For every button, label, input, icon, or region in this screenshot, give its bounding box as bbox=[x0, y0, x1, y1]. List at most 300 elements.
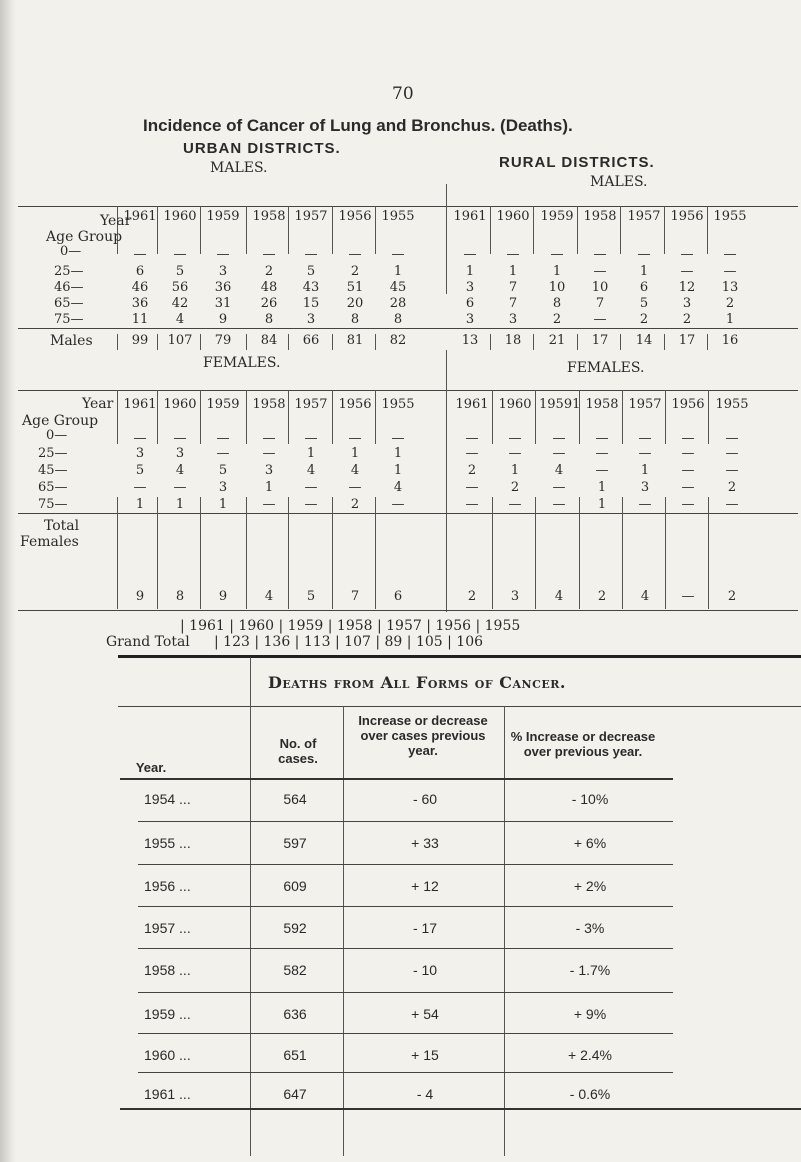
column-line bbox=[707, 206, 708, 254]
year-header: 1960 bbox=[163, 397, 197, 412]
column-line bbox=[246, 206, 247, 254]
urban-female-total: 4 bbox=[264, 589, 274, 604]
column-line bbox=[332, 497, 333, 513]
rule-line bbox=[138, 1072, 673, 1073]
column-line bbox=[332, 206, 333, 254]
urban-male-value: 36 bbox=[214, 280, 232, 295]
cases-cell: 564 bbox=[283, 791, 307, 807]
urban-male-value: 8 bbox=[393, 312, 403, 327]
age-group-label: 65— bbox=[54, 296, 84, 311]
urban-female-value: — bbox=[348, 480, 362, 495]
urban-male-value: 26 bbox=[260, 296, 278, 311]
urban-male-value: 15 bbox=[302, 296, 320, 311]
age-0-dash bbox=[509, 438, 521, 439]
section-divider bbox=[446, 390, 447, 612]
urban-male-value: 48 bbox=[260, 280, 278, 295]
age-0-dash bbox=[134, 438, 146, 439]
urban-female-value: — bbox=[262, 497, 276, 512]
rural-female-value: 1 bbox=[597, 497, 607, 512]
urban-female-value: — bbox=[173, 480, 187, 495]
age-0-dash bbox=[349, 438, 361, 439]
column-line bbox=[665, 497, 666, 513]
rule-line bbox=[18, 328, 798, 329]
urban-male-value: 4 bbox=[175, 312, 185, 327]
age-0-dash bbox=[551, 254, 563, 255]
urban-female-total: 6 bbox=[393, 589, 403, 604]
percent-change-cell: + 9% bbox=[573, 1006, 607, 1022]
change-cell: - 10 bbox=[412, 962, 438, 978]
urban-female-total: 9 bbox=[135, 589, 145, 604]
column-line bbox=[246, 497, 247, 513]
urban-male-value: 31 bbox=[214, 296, 232, 311]
urban-male-value: 2 bbox=[350, 264, 360, 279]
year-header: 1960 bbox=[496, 209, 530, 224]
rural-female-value: — bbox=[595, 446, 609, 461]
year-header: 1958 bbox=[252, 209, 286, 224]
year-cell: 1958 ... bbox=[144, 962, 191, 978]
rural-female-total: — bbox=[681, 589, 695, 604]
grand-total-values: | 123 | 136 | 113 | 107 | 89 | 105 | 106 bbox=[214, 634, 484, 650]
urban-male-total: 79 bbox=[214, 333, 232, 348]
urban-female-value: 1 bbox=[264, 480, 274, 495]
column-line bbox=[577, 206, 578, 254]
rural-female-value: 2 bbox=[510, 480, 520, 495]
rural-male-value: 1 bbox=[639, 264, 649, 279]
percent-change-cell: - 3% bbox=[575, 920, 605, 936]
rural-male-value: — bbox=[680, 264, 694, 279]
column-line bbox=[288, 497, 289, 513]
age-0-dash bbox=[466, 438, 478, 439]
age-0-dash bbox=[349, 254, 361, 255]
change-cell: + 12 bbox=[411, 878, 439, 894]
rural-female-value: 2 bbox=[727, 480, 737, 495]
rural-male-value: 12 bbox=[678, 280, 696, 295]
rule-line bbox=[18, 390, 798, 391]
change-cell: - 60 bbox=[412, 791, 438, 807]
age-0-dash bbox=[507, 254, 519, 255]
column-line bbox=[157, 334, 158, 350]
urban-male-value: 51 bbox=[346, 280, 364, 295]
year-header: 1955 bbox=[381, 397, 415, 412]
column-line bbox=[708, 497, 709, 513]
column-line bbox=[707, 334, 708, 350]
urban-male-value: 20 bbox=[346, 296, 364, 311]
rural-female-value: — bbox=[725, 497, 739, 512]
page-edge-shadow bbox=[0, 0, 16, 1162]
column-line bbox=[492, 390, 493, 444]
urban-male-value: 46 bbox=[131, 280, 149, 295]
change-cell: + 15 bbox=[411, 1047, 439, 1063]
year-header: 1957 bbox=[294, 209, 328, 224]
age-group-label: 75— bbox=[54, 312, 84, 327]
urban-female-value: 5 bbox=[135, 463, 145, 478]
urban-female-value: 4 bbox=[350, 463, 360, 478]
urban-female-total: 7 bbox=[350, 589, 360, 604]
cases-cell: 609 bbox=[283, 878, 307, 894]
column-line bbox=[708, 390, 709, 444]
year-header: 1956 bbox=[671, 397, 705, 412]
age-0-dash bbox=[174, 438, 186, 439]
rural-female-value: 1 bbox=[597, 480, 607, 495]
urban-male-total: 99 bbox=[131, 333, 149, 348]
rule-line bbox=[18, 206, 798, 207]
age-0-dash bbox=[134, 254, 146, 255]
year-cell: 1954 ... bbox=[144, 791, 191, 807]
column-line bbox=[117, 513, 118, 609]
year-label: Year bbox=[100, 213, 132, 229]
column-line bbox=[535, 390, 536, 444]
urban-female-value: 1 bbox=[218, 497, 228, 512]
urban-female-value: — bbox=[391, 497, 405, 512]
column-line bbox=[533, 206, 534, 254]
percent-change-cell: - 0.6% bbox=[569, 1086, 611, 1102]
column-line bbox=[533, 334, 534, 350]
rural-districts-label: RURAL DISTRICTS. bbox=[499, 154, 655, 171]
rural-male-value: 1 bbox=[725, 312, 735, 327]
year-header: 1957 bbox=[294, 397, 328, 412]
page-number: 70 bbox=[392, 84, 414, 104]
rural-male-value: 1 bbox=[552, 264, 562, 279]
year-cell: 1956 ... bbox=[144, 878, 191, 894]
change-cell: - 17 bbox=[412, 920, 438, 936]
year-header: 1961 bbox=[455, 397, 489, 412]
section-divider bbox=[446, 184, 447, 294]
year-header: 1956 bbox=[670, 209, 704, 224]
column-line bbox=[117, 497, 118, 513]
rural-female-value: — bbox=[595, 463, 609, 478]
rural-female-value: — bbox=[725, 446, 739, 461]
age-0-dash bbox=[305, 438, 317, 439]
column-line bbox=[665, 390, 666, 444]
column-line bbox=[246, 334, 247, 350]
rural-female-value: — bbox=[681, 446, 695, 461]
column-line bbox=[200, 497, 201, 513]
column-line bbox=[200, 390, 201, 444]
rural-female-value: — bbox=[552, 446, 566, 461]
cases-cell: 592 bbox=[283, 920, 307, 936]
rule-line bbox=[138, 906, 673, 907]
urban-male-value: 5 bbox=[175, 264, 185, 279]
urban-female-value: 4 bbox=[306, 463, 316, 478]
rural-male-value: 2 bbox=[682, 312, 692, 327]
urban-female-value: — bbox=[262, 446, 276, 461]
urban-male-total: 81 bbox=[346, 333, 364, 348]
year-header: 1959 bbox=[206, 209, 240, 224]
age-group-label: Age Group bbox=[22, 413, 99, 429]
year-header: 1961 bbox=[453, 209, 487, 224]
rule-line bbox=[120, 1108, 801, 1110]
rural-male-value: 3 bbox=[682, 296, 692, 311]
column-line bbox=[117, 390, 118, 444]
urban-male-value: 3 bbox=[218, 264, 228, 279]
rural-male-value: 3 bbox=[465, 312, 475, 327]
age-group-label: 45— bbox=[38, 463, 68, 478]
percent-change-cell: - 1.7% bbox=[569, 962, 611, 978]
age-0-dash bbox=[594, 254, 606, 255]
column-line bbox=[375, 206, 376, 254]
rural-female-total: 2 bbox=[467, 589, 477, 604]
urban-female-value: 1 bbox=[175, 497, 185, 512]
urban-female-value: 1 bbox=[350, 446, 360, 461]
column-line bbox=[117, 334, 118, 350]
age-0-dash bbox=[638, 254, 650, 255]
column-line bbox=[620, 334, 621, 350]
change-cell: + 33 bbox=[411, 835, 439, 851]
column-line bbox=[622, 390, 623, 444]
urban-female-value: 4 bbox=[393, 480, 403, 495]
rural-male-value: 13 bbox=[721, 280, 739, 295]
age-0-dash bbox=[553, 438, 565, 439]
rural-female-value: — bbox=[725, 463, 739, 478]
column-line bbox=[490, 206, 491, 254]
rule-line bbox=[18, 610, 798, 611]
section-divider bbox=[446, 350, 447, 390]
rural-female-value: — bbox=[681, 497, 695, 512]
year-header: 1956 bbox=[338, 397, 372, 412]
year-cell: 1955 ... bbox=[144, 835, 191, 851]
rural-male-value: 6 bbox=[639, 280, 649, 295]
urban-male-value: 28 bbox=[389, 296, 407, 311]
age-group-label: 0— bbox=[60, 244, 82, 259]
rural-female-value: — bbox=[638, 497, 652, 512]
column-line bbox=[620, 206, 621, 254]
rule-line bbox=[120, 778, 673, 780]
change-cell: + 54 bbox=[411, 1006, 439, 1022]
age-0-dash bbox=[263, 438, 275, 439]
rural-male-value: 10 bbox=[548, 280, 566, 295]
rural-male-value: 3 bbox=[465, 280, 475, 295]
age-group-label: 25— bbox=[54, 264, 84, 279]
year-header: 19591 bbox=[539, 397, 581, 412]
rural-female-value: — bbox=[638, 446, 652, 461]
rule-line bbox=[138, 1033, 673, 1034]
cases-cell: 651 bbox=[283, 1047, 307, 1063]
urban-male-value: 56 bbox=[171, 280, 189, 295]
year-header: 1958 bbox=[583, 209, 617, 224]
column-line bbox=[375, 513, 376, 609]
year-cell: 1960 ... bbox=[144, 1047, 191, 1063]
column-line bbox=[375, 390, 376, 444]
urban-male-value: 6 bbox=[135, 264, 145, 279]
column-header-1: Year. bbox=[135, 760, 167, 775]
column-line bbox=[200, 513, 201, 609]
rural-females-label: FEMALES. bbox=[567, 360, 645, 376]
rural-female-value: 3 bbox=[640, 480, 650, 495]
urban-male-value: 9 bbox=[218, 312, 228, 327]
urban-female-value: — bbox=[304, 497, 318, 512]
urban-female-value: 3 bbox=[264, 463, 274, 478]
year-cell: 1959 ... bbox=[144, 1006, 191, 1022]
age-group-label: 0— bbox=[46, 428, 68, 443]
rural-female-value: 1 bbox=[640, 463, 650, 478]
rural-male-value: — bbox=[593, 264, 607, 279]
urban-female-value: 1 bbox=[306, 446, 316, 461]
rural-male-value: 2 bbox=[552, 312, 562, 327]
year-label: Year bbox=[82, 396, 114, 412]
age-0-dash bbox=[596, 438, 608, 439]
urban-female-value: 3 bbox=[175, 446, 185, 461]
urban-female-total: 5 bbox=[306, 589, 316, 604]
year-header: 1961 bbox=[123, 397, 157, 412]
rural-male-value: 7 bbox=[595, 296, 605, 311]
column-line bbox=[375, 497, 376, 513]
column-header-3: Increase or decrease over cases previous year. bbox=[358, 713, 488, 758]
urban-male-value: 1 bbox=[393, 264, 403, 279]
column-line bbox=[504, 706, 505, 1156]
percent-change-cell: + 2.4% bbox=[568, 1047, 612, 1063]
rural-female-total: 4 bbox=[640, 589, 650, 604]
urban-male-total: 107 bbox=[167, 333, 193, 348]
deaths-title: Deaths from All Forms of Cancer. bbox=[268, 673, 566, 692]
urban-female-value: 3 bbox=[218, 480, 228, 495]
rural-male-value: — bbox=[593, 312, 607, 327]
year-header: 1959 bbox=[540, 209, 574, 224]
age-0-dash bbox=[174, 254, 186, 255]
urban-female-total: 9 bbox=[218, 589, 228, 604]
age-0-dash bbox=[639, 438, 651, 439]
age-0-dash bbox=[726, 438, 738, 439]
rural-male-value: 10 bbox=[591, 280, 609, 295]
column-line bbox=[579, 513, 580, 609]
rural-male-value: 3 bbox=[508, 312, 518, 327]
cases-cell: 597 bbox=[283, 835, 307, 851]
column-line bbox=[579, 497, 580, 513]
urban-males-label: MALES. bbox=[210, 160, 268, 176]
rural-female-value: — bbox=[552, 480, 566, 495]
urban-female-value: — bbox=[304, 480, 318, 495]
column-line bbox=[490, 334, 491, 350]
column-line bbox=[332, 334, 333, 350]
percent-change-cell: + 2% bbox=[573, 878, 607, 894]
rural-male-value: 2 bbox=[639, 312, 649, 327]
males-total-label: Males bbox=[50, 333, 93, 349]
rural-female-value: — bbox=[465, 480, 479, 495]
rule-line bbox=[138, 992, 673, 993]
rural-male-value: 6 bbox=[465, 296, 475, 311]
rural-female-value: — bbox=[552, 497, 566, 512]
rural-males-label: MALES. bbox=[590, 174, 648, 190]
age-0-dash bbox=[263, 254, 275, 255]
rural-male-total: 16 bbox=[721, 333, 739, 348]
cases-cell: 636 bbox=[283, 1006, 307, 1022]
urban-male-total: 66 bbox=[302, 333, 320, 348]
rural-male-value: 7 bbox=[508, 280, 518, 295]
column-line bbox=[492, 513, 493, 609]
grand-total-years: | 1961 | 1960 | 1959 | 1958 | 1957 | 1956 | 1955 bbox=[180, 618, 521, 634]
urban-male-value: 8 bbox=[350, 312, 360, 327]
year-header: 1957 bbox=[628, 397, 662, 412]
rural-male-total: 17 bbox=[591, 333, 609, 348]
rural-female-total: 2 bbox=[597, 589, 607, 604]
urban-female-value: 4 bbox=[175, 463, 185, 478]
age-0-dash bbox=[464, 254, 476, 255]
year-header: 1955 bbox=[713, 209, 747, 224]
urban-male-value: 45 bbox=[389, 280, 407, 295]
percent-change-cell: - 10% bbox=[571, 791, 609, 807]
year-header: 1956 bbox=[338, 209, 372, 224]
rural-male-total: 14 bbox=[635, 333, 653, 348]
rule-line bbox=[138, 821, 673, 822]
rural-male-value: 5 bbox=[639, 296, 649, 311]
year-cell: 1957 ... bbox=[144, 920, 191, 936]
column-line bbox=[535, 513, 536, 609]
column-header-2: No. of cases. bbox=[278, 736, 318, 766]
column-header-4: % Increase or decrease over previous year. bbox=[510, 729, 656, 759]
rural-female-value: — bbox=[508, 497, 522, 512]
urban-male-value: 36 bbox=[131, 296, 149, 311]
age-0-dash bbox=[305, 254, 317, 255]
age-0-dash bbox=[681, 254, 693, 255]
urban-male-value: 3 bbox=[306, 312, 316, 327]
column-line bbox=[535, 497, 536, 513]
rural-male-value: — bbox=[723, 264, 737, 279]
rural-female-total: 4 bbox=[554, 589, 564, 604]
year-header: 1960 bbox=[163, 209, 197, 224]
rural-male-total: 18 bbox=[504, 333, 522, 348]
total-females-label: Total bbox=[44, 518, 80, 534]
column-line bbox=[246, 390, 247, 444]
rule-line bbox=[138, 864, 673, 865]
column-line bbox=[622, 497, 623, 513]
rural-female-total: 2 bbox=[727, 589, 737, 604]
column-line bbox=[375, 334, 376, 350]
urban-male-value: 5 bbox=[306, 264, 316, 279]
rural-female-value: — bbox=[681, 480, 695, 495]
urban-male-total: 82 bbox=[389, 333, 407, 348]
rural-male-value: 2 bbox=[725, 296, 735, 311]
rural-male-value: 8 bbox=[552, 296, 562, 311]
rural-male-total: 13 bbox=[461, 333, 479, 348]
year-header: 1955 bbox=[715, 397, 749, 412]
urban-male-value: 2 bbox=[264, 264, 274, 279]
rural-female-value: 2 bbox=[467, 463, 477, 478]
age-0-dash bbox=[392, 254, 404, 255]
column-line bbox=[332, 390, 333, 444]
year-header: 1957 bbox=[627, 209, 661, 224]
age-group-label: 25— bbox=[38, 446, 68, 461]
thick-rule bbox=[118, 655, 801, 658]
column-line bbox=[577, 334, 578, 350]
year-header: 1961 bbox=[123, 209, 157, 224]
column-line bbox=[664, 334, 665, 350]
column-line bbox=[492, 497, 493, 513]
column-line bbox=[157, 497, 158, 513]
age-0-dash bbox=[217, 254, 229, 255]
cases-cell: 582 bbox=[283, 962, 307, 978]
urban-male-value: 11 bbox=[131, 312, 149, 327]
urban-female-value: 1 bbox=[135, 497, 145, 512]
rural-female-value: — bbox=[465, 446, 479, 461]
age-group-label: 65— bbox=[38, 480, 68, 495]
urban-male-value: 42 bbox=[171, 296, 189, 311]
percent-change-cell: + 6% bbox=[573, 835, 607, 851]
rural-female-value: — bbox=[465, 497, 479, 512]
urban-female-value: 1 bbox=[393, 463, 403, 478]
age-0-dash bbox=[682, 438, 694, 439]
urban-female-value: 1 bbox=[393, 446, 403, 461]
urban-male-value: 43 bbox=[302, 280, 320, 295]
age-0-dash bbox=[724, 254, 736, 255]
column-line bbox=[200, 206, 201, 254]
column-line bbox=[246, 513, 247, 609]
urban-female-value: 2 bbox=[350, 497, 360, 512]
column-line bbox=[664, 206, 665, 254]
column-line bbox=[288, 334, 289, 350]
rural-female-value: — bbox=[681, 463, 695, 478]
rural-female-value: 1 bbox=[510, 463, 520, 478]
year-header: 1955 bbox=[381, 209, 415, 224]
urban-districts-label: URBAN DISTRICTS. bbox=[183, 140, 341, 157]
